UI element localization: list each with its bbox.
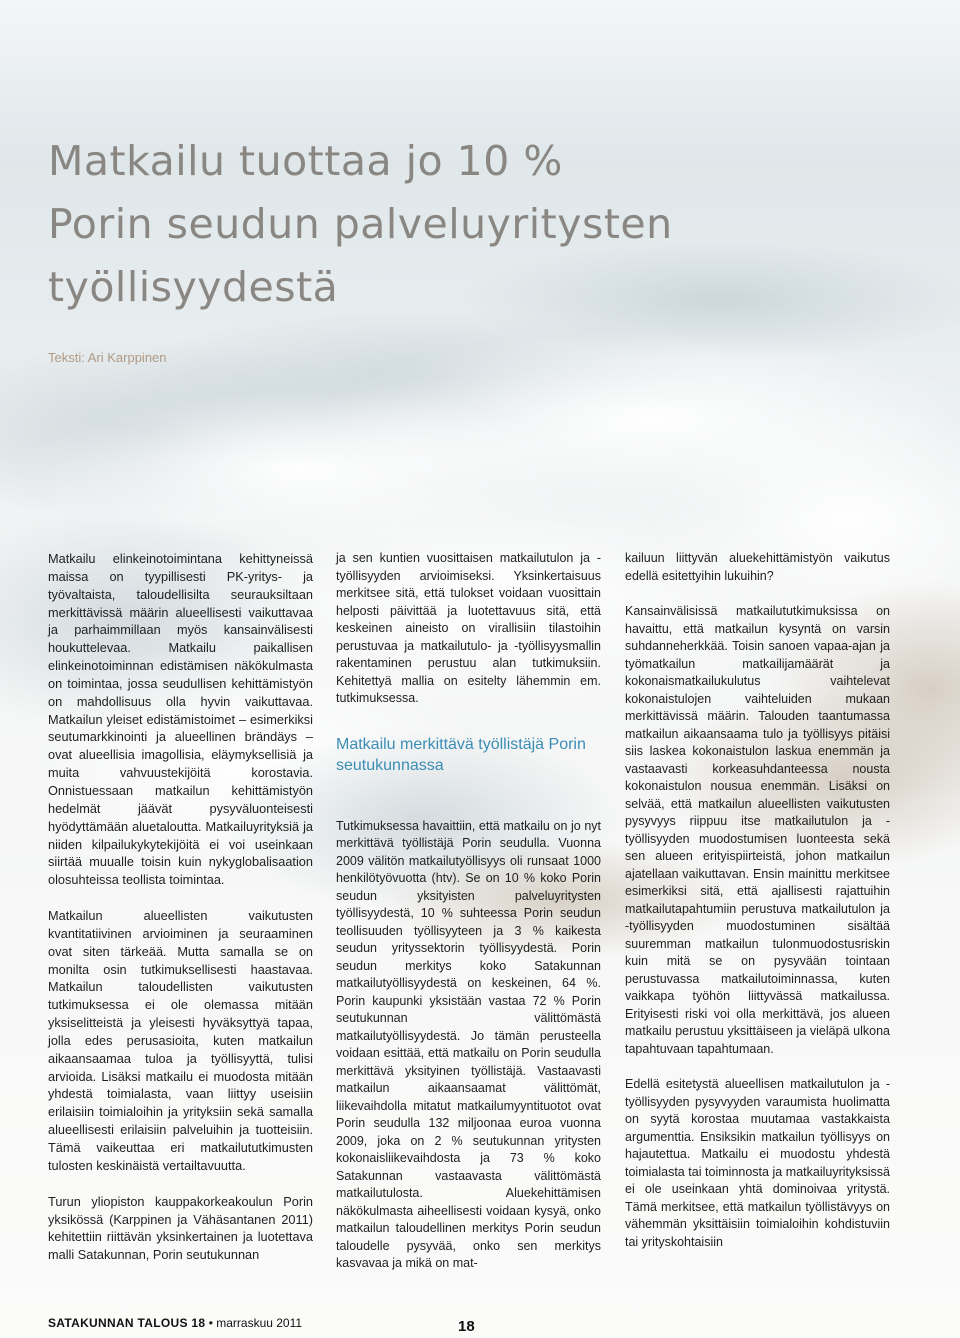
text-column-3: [625, 550, 890, 1269]
paragraph: kailuun liittyvän aluekehittämistyön vaikutus edellä esitettyihin lukuihin?: [625, 551, 890, 583]
paragraph: Matkailu elinkeinotoimintana kehittyneissä maissa on tyypillisesti PK-yritys- ja työvaltaista, taloudellisilta seurauksiltaan merkittävissä määrin alueellisesti vaikuttavaa ja parhaimmillaan myös kansainvälisesti houkuttelevaa. Matkailu paikallisen elinkeinotoiminnan edistämisen näkökulmasta on toimintaa, jossa seudullisen kehittämistyön on mahdollisuus olla hyvin vaikuttavaa. Matkailun yleiset edistämistoimet – esimerkiksi seutumarkkinointi ja alueellinen brändäys – ovat alueellisia imagollisia, eläymyksellisiä ja muita vahvuustekijöitä korostavia. Onnistuessaan matkailun kehittämistyön hedelmät jäävät pysyväluonteisesti hyödyttämään aluetaloutta. Matkailuyrityksiä ja niiden kilpailukykytekijöitä ei voi useinkaan siirtää muualle toisin kuin nykyglobalisaation olosuhteissa teollista toimintaa.: [48, 551, 313, 888]
publication-name: SATAKUNNAN TALOUS 18: [48, 1316, 206, 1330]
page-number: 18: [458, 1318, 475, 1335]
paragraph: Tutkimuksessa havaittiin, että matkailu on jo nyt merkittävä työllistäjä Porin seudulla. Vuonna 2009 välitön matkailutyöllisyys oli runsaat 1000 henkilötyövuotta (htv). Se on 10 % koko Porin seudun yksityisten palveluyritysten työllisyydestä, 10 % suhteessa Porin seudun teollisuuden työllisyyteen ja 3 % kaikesta seudun yrityssektorin työllisyydestä. Porin seudun merkitys koko Satakunnan matkailutyöllisyydestä on keskeinen, 64 %. Porin kaupunki yksistään vastaa 72 % Porin seutukunnan välittömästä matkailutyöllisyydestä. Jo tämän perusteella voidaan esittää, että matkailu on Porin seudulla merkittävä yksityinen työllistäjä. Vastaavasti matkailun aikaansaamat välittömät, liikevaihdolla mitatut matkailumyyntituotot ovat Porin seudulla 132 miljoonaa euroa vuonna 2009, joka on 2 % seutukunnan yritysten kokonaisliikevaihdosta ja 73 % koko Satakunnan vastaavasta välittömästä matkailutulosta. Aluekehittämisen näkökulmasta aiheellisesti voidaan kysyä, onko matkailun taloudellinen merkitys Porin seudun taloudelle pysyvää, onko sen merkitys kasvavaa ja mikä on mat-: [336, 818, 601, 1270]
title-line-2: Porin seudun palveluyritysten: [48, 200, 673, 248]
page-footer: [48, 1316, 302, 1330]
title-line-3: työllisyydestä: [48, 263, 339, 311]
paragraph: Kansainvälisissä matkailututkimuksissa on havaittu, että matkailun kysyntä on varsin suhdanneherkkää. Toisin sanoen vapaa-ajan ja työmatkailun matkailijamäärät ja kokonaismatkailukulutus vaihtelevat kokonaistulojen vaihteluiden mukaan merkittävissä määrin. Talouden taantumassa matkailun aikaansaama tulo ja työllisyys pitäisi siis laskea kokonaistulon laskua enemmän ja vastaavasti korkeasuhdanteessa nousta kokonaistulon nousua enemmän. Lisäksi on selvää, että matkailun alueellisten vaikutusten pysyvyys riippuu itse matkailutulon ja -työllisyyden muodostumisen luonteesta sekä sen alueen erityispiirteistä, johon matkailun ajatellaan vaikuttavan. Ensin mainittu merkitsee esimerkiksi sitä, että ajallisesti rajattuihin matkailutapahtumiin perustuva matkailutulon ja -työllisyyden muodostuminen sisältää suuremman matkailun tulonmuodostusriskin kuin mitä se on pysyvään tointaan perustuvassa matkailutoiminnassa, kuten vaikkapa työhön liittyvässä matkailussa. Erityisesti riski voi olla merkittävä, jos alueen matkailu perustuu yksittäiseen ja vieläpä ulkona tapahtuvaan tapahtumaan.: [625, 604, 890, 1056]
text-column-1: [48, 550, 313, 1282]
paragraph: Turun yliopiston kauppakorkeakoulun Porin yksikössä (Karppinen ja Vähäsantanen 2011) kehitettiin riittävän yksinkertainen ja luotettava malli Satakunnan, Porin seutukunnan: [48, 1193, 313, 1263]
byline: Teksti: Ari Karppinen: [48, 350, 167, 365]
article-title: [48, 130, 928, 319]
paragraph: Matkailun alueellisten vaikutusten kvantitatiivinen arvioiminen ja seuraaminen ovat siten tärkeää. Mutta samalla se on monilta osin tutkimuksellisesti haastavaa. Matkailun taloudellisten vaikutusten tutkimuksessa ei ole olemassa mitään yksiselitteistä ja yleisesti hyväksyttyä tapaa, jolla edes perusasioita, kuten matkailun aikaansaamaa tuloa ja työllisyyttä, tulisi arvioida. Lisäksi matkailu ei muodosta mitään yhdestä toimialasta, vaan liittyy useisiin erilaisiin toimialoihin ja yrityksiin sekä samalla alueellisesti erilaisiin palveluihin ja tuotteisiin. Tämä vaikeuttaa eri matkailututkimusten tulosten keskinäistä vertailtavuutta.: [48, 908, 313, 1173]
section-subheading: Matkailu merkittävä työllistäjä Porin seutukunnassa: [336, 735, 586, 774]
paragraph: Edellä esitetystä alueellisen matkailutulon ja -työllisyyden pysyvyyden varaumista huolimatta on syytä korostaa muutamaa vastakkaista argumenttia. Ensiksikin matkailun työllisyys on hajautettua. Matkailu ei muodostu yhdestä toimialasta tai toiminnosta ja matkailuyrityksissä ei ole useinkaan yhtä dominoivaa yritystä. Tämä merkitsee, että matkailun työllistävyys on vähemmän yksittäisiin toimialoihin kohdistuviin tai yrityskohtaisiin: [625, 1077, 890, 1249]
issue-date: marraskuu 2011: [216, 1316, 303, 1330]
footer-bullet: •: [208, 1316, 213, 1330]
text-column-2: [336, 550, 601, 1291]
title-line-1: Matkailu tuottaa jo 10 %: [48, 137, 563, 185]
paragraph: ja sen kuntien vuosittaisen matkailutulon ja -työllisyyden arvioimiseksi. Yksinkertaisuus merkitsee sitä, että tulokset voidaan vuosittain helposti päivittää ja luotettavuus sitä, että keskeinen aineisto on virallisiin tilastoihin perustuvaa ja matkailutulo- ja -työllisyysmallin rakentaminen perustuu alan tutkimuksiin. Kehitettyä mallia on esitelty lähemmin em. tutkimuksessa.: [336, 551, 601, 705]
